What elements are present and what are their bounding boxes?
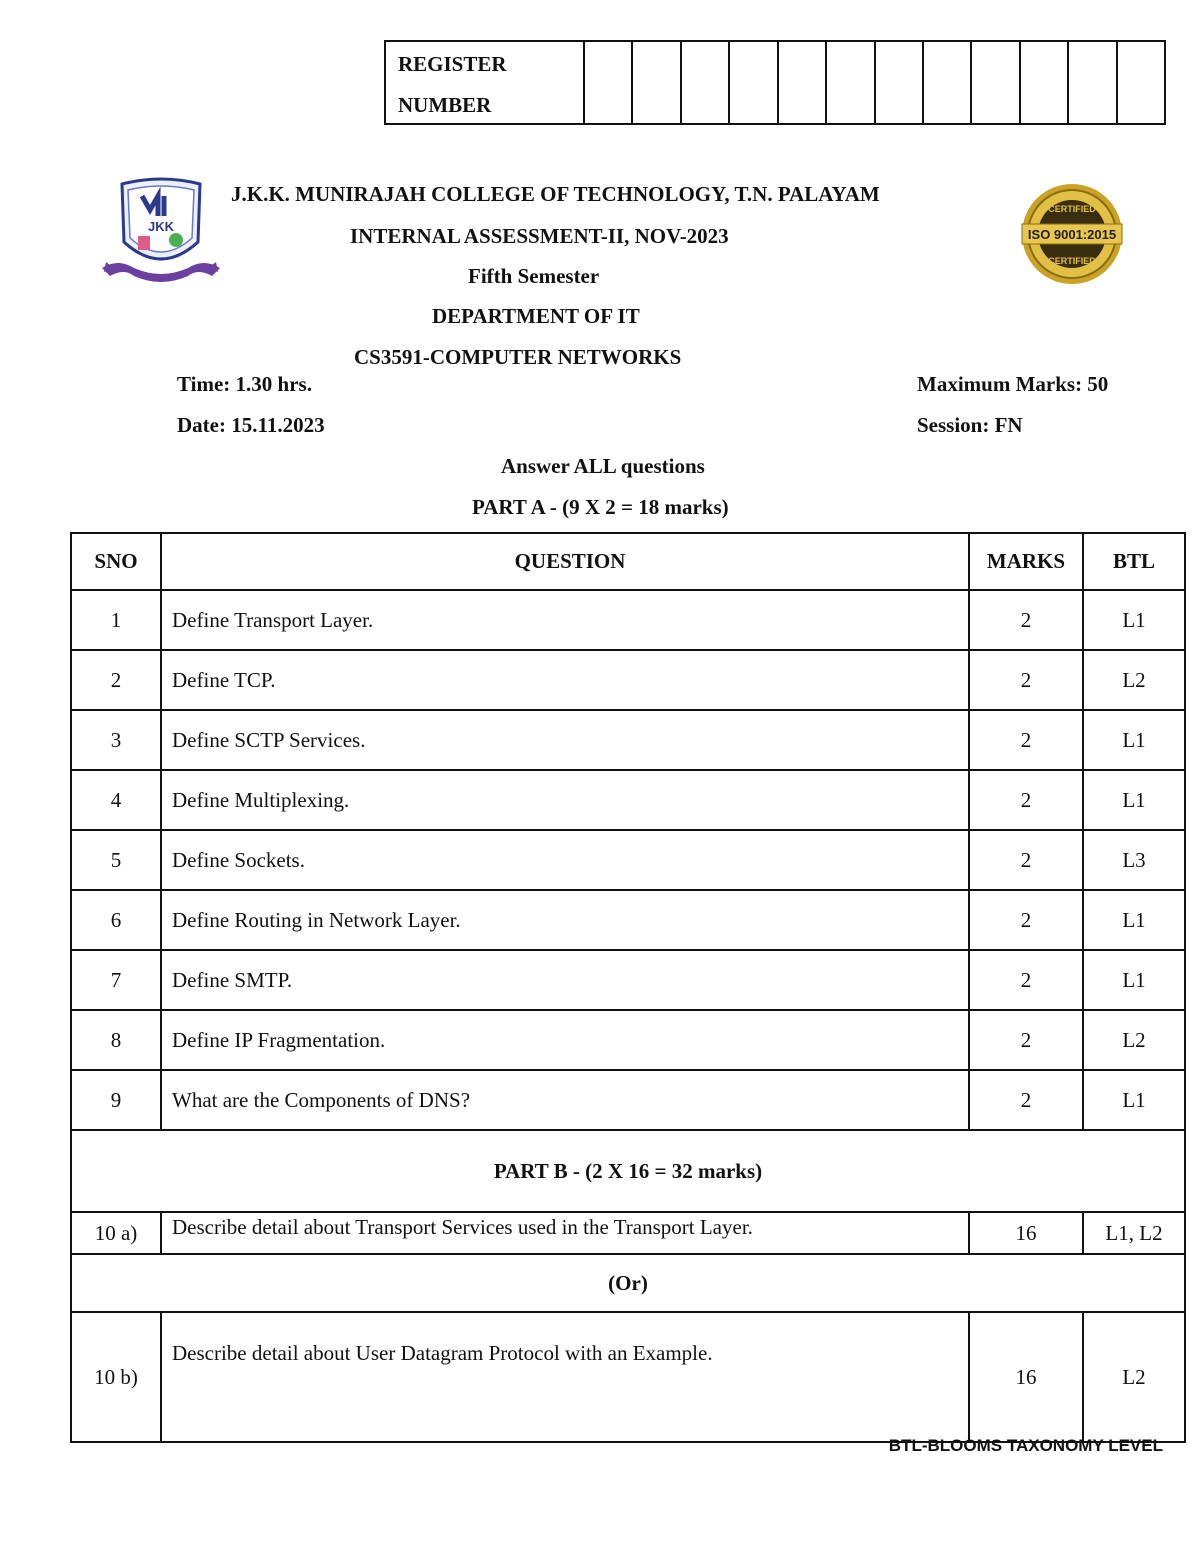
btl-cell: L2	[1083, 650, 1185, 710]
exam-date: Date: 15.11.2023	[177, 413, 325, 437]
marks-cell: 2	[969, 830, 1083, 890]
marks-cell: 2	[969, 590, 1083, 650]
sno-cell: 2	[71, 650, 161, 710]
table-row-10b	[71, 1312, 1185, 1442]
marks-cell: 2	[969, 1010, 1083, 1070]
btl-cell: L1	[1083, 1070, 1185, 1130]
btl-cell: L1, L2	[1083, 1212, 1185, 1254]
table-row	[71, 1010, 1185, 1070]
question-cell: What are the Components of DNS?	[161, 1070, 969, 1130]
btl-cell: L1	[1083, 770, 1185, 830]
register-digit-cell	[827, 42, 875, 123]
btl-cell: L1	[1083, 710, 1185, 770]
register-digit-cell	[633, 42, 681, 123]
register-digit-cell	[1069, 42, 1117, 123]
marks-cell: 2	[969, 890, 1083, 950]
btl-cell: L2	[1083, 1010, 1185, 1070]
question-table	[70, 532, 1186, 1443]
marks-cell: 2	[969, 950, 1083, 1010]
register-digit-cells	[585, 42, 1164, 123]
sno-cell: 1	[71, 590, 161, 650]
btl-cell: L3	[1083, 830, 1185, 890]
register-digit-cell	[585, 42, 633, 123]
btl-footnote: BTL-BLOOMS TAXONOMY LEVEL	[888, 1436, 1163, 1455]
iso-seal-bottom-text: CERTIFIED	[1048, 256, 1096, 266]
table-row	[71, 890, 1185, 950]
part-a-title: PART A - (9 X 2 = 18 marks)	[472, 495, 729, 519]
column-header-sno: SNO	[71, 533, 161, 590]
svg-text:JKK: JKK	[147, 219, 175, 234]
sno-cell: 9	[71, 1070, 161, 1130]
part-b-title: PART B - (2 X 16 = 32 marks)	[71, 1130, 1185, 1212]
table-row-10a	[71, 1212, 1185, 1254]
sno-cell: 5	[71, 830, 161, 890]
question-cell: Define SMTP.	[161, 950, 969, 1010]
table-row	[71, 710, 1185, 770]
exam-title: INTERNAL ASSESSMENT-II, NOV-2023	[350, 224, 729, 248]
btl-cell: L2	[1083, 1312, 1185, 1442]
register-label-line1: REGISTER	[398, 52, 507, 76]
register-digit-cell	[1021, 42, 1069, 123]
part-b-title-row	[71, 1130, 1185, 1212]
question-cell: Define TCP.	[161, 650, 969, 710]
course-title: CS3591-COMPUTER NETWORKS	[354, 345, 682, 369]
marks-cell: 2	[969, 1070, 1083, 1130]
table-row	[71, 770, 1185, 830]
register-digit-cell	[730, 42, 778, 123]
column-header-btl: BTL	[1083, 533, 1185, 590]
sno-cell: 6	[71, 890, 161, 950]
btl-cell: L1	[1083, 890, 1185, 950]
register-digit-cell	[876, 42, 924, 123]
marks-cell: 16	[969, 1312, 1083, 1442]
register-number-box	[384, 40, 1166, 125]
table-row	[71, 650, 1185, 710]
instruction: Answer ALL questions	[501, 454, 705, 478]
sno-cell: 3	[71, 710, 161, 770]
question-cell: Define IP Fragmentation.	[161, 1010, 969, 1070]
sno-cell: 10 a)	[71, 1212, 161, 1254]
question-cell: Define Sockets.	[161, 830, 969, 890]
register-label-line2: NUMBER	[398, 93, 492, 117]
marks-cell: 2	[969, 650, 1083, 710]
table-row	[71, 830, 1185, 890]
iso-certified-seal	[1020, 178, 1124, 290]
iso-seal-top-text: CERTIFIED	[1048, 204, 1096, 214]
question-cell: Describe detail about User Datagram Protocol with an Example.	[161, 1312, 969, 1442]
marks-cell: 2	[969, 710, 1083, 770]
sno-cell: 10 b)	[71, 1312, 161, 1442]
question-cell: Define Transport Layer.	[161, 590, 969, 650]
btl-cell: L1	[1083, 590, 1185, 650]
register-digit-cell	[924, 42, 972, 123]
column-header-marks: MARKS	[969, 533, 1083, 590]
question-cell: Define SCTP Services.	[161, 710, 969, 770]
maximum-marks: Maximum Marks: 50	[917, 372, 1109, 396]
question-cell: Describe detail about Transport Services used in the Transport Layer.	[161, 1212, 969, 1254]
register-digit-cell	[682, 42, 730, 123]
department: DEPARTMENT OF IT	[432, 304, 640, 328]
sno-cell: 4	[71, 770, 161, 830]
table-header-row	[71, 533, 1185, 590]
register-number-label	[386, 42, 585, 123]
column-header-question: QUESTION	[161, 533, 969, 590]
table-row	[71, 590, 1185, 650]
sno-cell: 8	[71, 1010, 161, 1070]
exam-time: Time: 1.30 hrs.	[177, 372, 312, 396]
semester: Fifth Semester	[468, 264, 600, 288]
college-name: J.K.K. MUNIRAJAH COLLEGE OF TECHNOLOGY, T.N. PALAYAM	[231, 182, 880, 206]
table-row	[71, 950, 1185, 1010]
sno-cell: 7	[71, 950, 161, 1010]
exam-session: Session: FN	[917, 413, 1023, 437]
or-row	[71, 1254, 1185, 1312]
question-cell: Define Routing in Network Layer.	[161, 890, 969, 950]
iso-seal-text: ISO 9001:2015	[1027, 227, 1117, 242]
or-label: (Or)	[71, 1254, 1185, 1312]
register-digit-cell	[1118, 42, 1164, 123]
register-digit-cell	[779, 42, 827, 123]
btl-cell: L1	[1083, 950, 1185, 1010]
marks-cell: 2	[969, 770, 1083, 830]
marks-cell: 16	[969, 1212, 1083, 1254]
college-logo	[98, 176, 224, 294]
question-cell: Define Multiplexing.	[161, 770, 969, 830]
table-row	[71, 1070, 1185, 1130]
register-digit-cell	[972, 42, 1020, 123]
